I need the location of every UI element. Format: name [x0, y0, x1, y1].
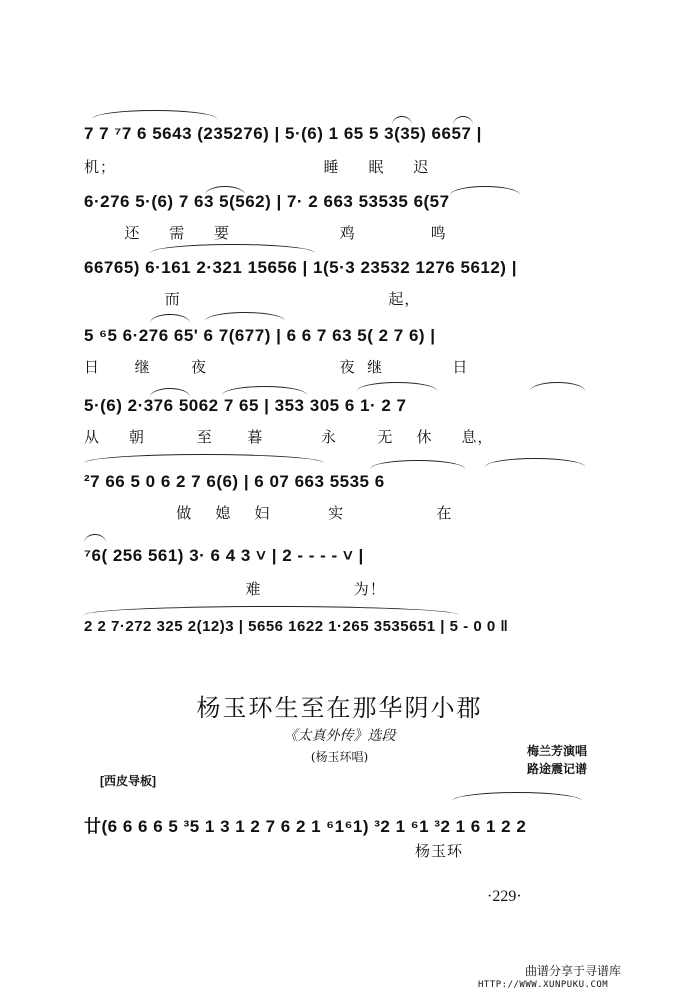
- watermark-url: HTTP://WWW.XUNPUKU.COM: [478, 980, 609, 990]
- watermark: 曲谱分享于寻谱库: [525, 964, 622, 978]
- lyrics: 机； 睡 眠 迟: [84, 158, 430, 176]
- slur: [222, 386, 307, 395]
- lyrics: 从 朝 至 暮 永 无 休 息，: [84, 428, 494, 446]
- lyrics: 做 媳 妇 实 在: [84, 504, 453, 522]
- tempo-mark: [西皮导板]: [100, 774, 156, 788]
- notes: 5 ⁶5 6·276 65' 6 7(677) | 6 6 7 63 5( 2 7 6) |: [84, 326, 436, 345]
- notes: 7 7 ⁷7 6 5643 (235276) | 5·(6) 1 65 5 3(35) 6657 |: [84, 124, 482, 143]
- lyrics: 而 起，: [84, 290, 421, 308]
- slur: [452, 792, 582, 801]
- notes: 2 2 7·272 325 2(12)3 | 5656 1622 1·265 3535651 | 5 - 0 0 ‖: [84, 618, 509, 635]
- slur: [84, 606, 459, 615]
- notator-credit: 路途震记谱: [526, 762, 587, 776]
- slur: [530, 382, 585, 391]
- notes: ²7 66 5 0 6 2 7 6(6) | 6 07 663 5535 6: [84, 472, 385, 491]
- credits: [527, 742, 587, 778]
- slur: [205, 312, 285, 321]
- notes: 6·276 5·(6) 7 63 5(562) | 7· 2 663 53535 6(57: [84, 192, 450, 211]
- slur: [150, 244, 315, 253]
- notes: 5·(6) 2·376 5062 7 65 | 353 305 6 1· 2 7: [84, 396, 407, 415]
- lyrics: 杨玉环: [415, 842, 464, 860]
- role-note: (杨玉环唱): [310, 750, 369, 764]
- song-subtitle: 《太真外传》选段: [283, 728, 396, 744]
- singer-credit: 梅兰芳演唱: [526, 744, 587, 758]
- slur: [84, 534, 106, 543]
- song-title: 杨玉环生至在那华阴小郡: [196, 694, 483, 722]
- lyrics: 日 继 夜 夜 继 日: [84, 358, 469, 376]
- slur: [150, 314, 190, 323]
- notes: 66765) 6·161 2·321 15656 | 1(5·3 23532 1276 5612) |: [84, 258, 517, 277]
- slur: [357, 382, 437, 391]
- slur: [370, 460, 465, 469]
- slur: [485, 458, 585, 467]
- lyrics: 还 需 要 鸡 鸣: [84, 224, 447, 242]
- slur: [92, 110, 217, 119]
- page-number: ·229·: [487, 888, 522, 905]
- lyrics: 难 为！: [84, 580, 386, 598]
- notes: 廿(6 6 6 6 5 ³5 1 3 1 2 7 6 2 1 ⁶1⁶1) ³2 1 ⁶1 ³2 1 6 1 2 2: [84, 817, 527, 836]
- slur: [84, 454, 324, 463]
- notes: ⁷6( 256 561) 3· 6 4 3 ˅ | 2 - - - - ˅ |: [84, 546, 364, 565]
